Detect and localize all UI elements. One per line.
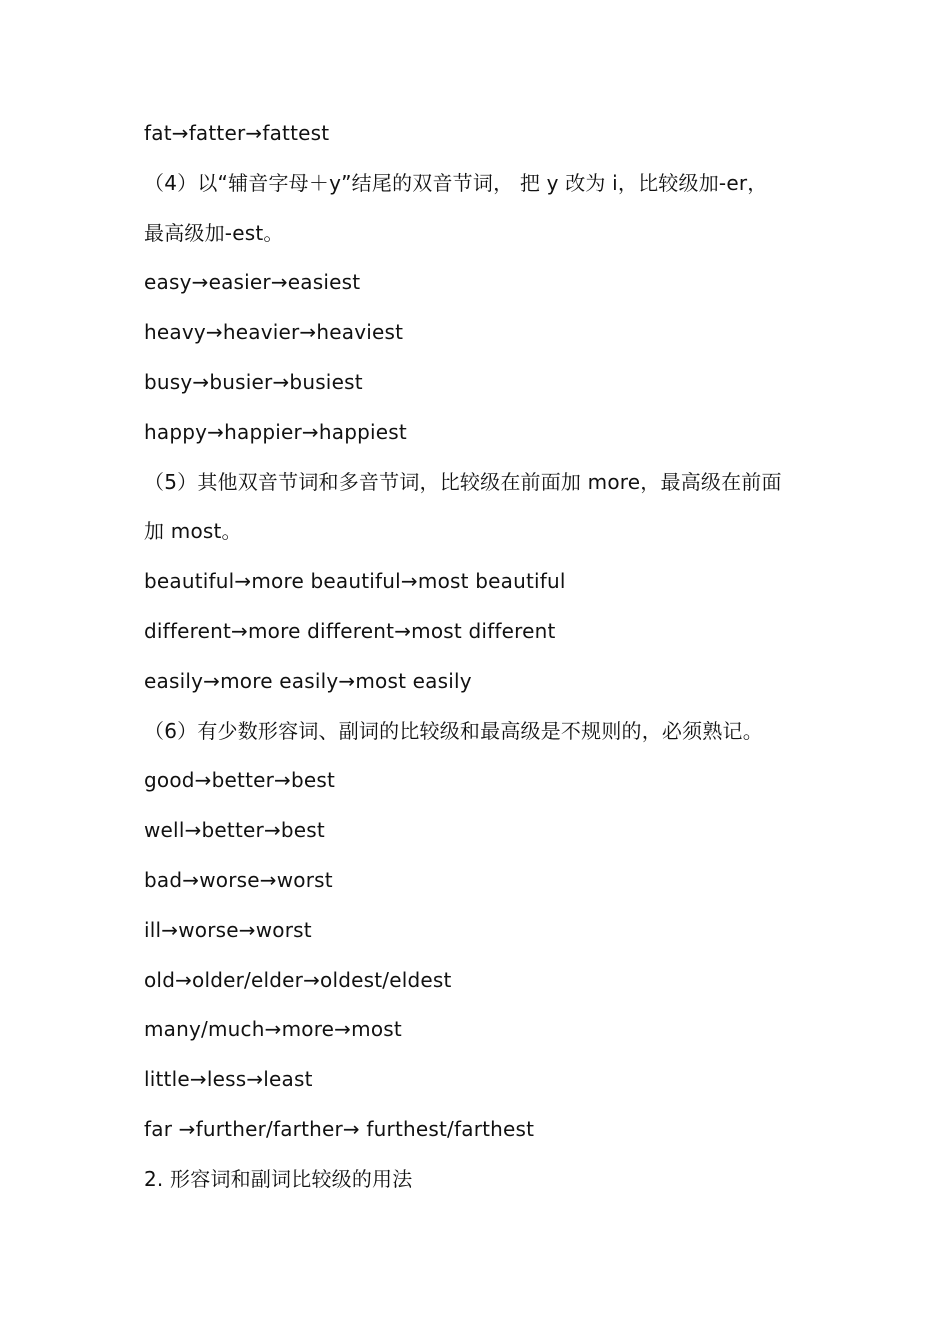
rule-4-line-1: （4）以“辅音字母＋y”结尾的双音节词， 把 y 改为 i，比较级加-er， <box>144 170 768 195</box>
example-line-good: good→better→best <box>144 768 336 793</box>
example-line-well: well→better→best <box>144 818 325 843</box>
example-line-far: far →further/farther→ furthest/farthest <box>144 1116 535 1141</box>
section-heading-2: 2. 形容词和副词比较级的用法 <box>144 1166 413 1191</box>
rule-5-line-2: 加 most。 <box>144 519 242 544</box>
rule-6-line: （6）有少数形容词、副词的比较级和最高级是不规则的，必须熟记。 <box>144 718 763 743</box>
document-body <box>144 109 824 1205</box>
example-line-bad: bad→worse→worst <box>144 867 333 892</box>
example-line-busy: busy→busier→busiest <box>144 369 363 394</box>
example-line-heavy: heavy→heavier→heaviest <box>144 320 404 345</box>
example-line-beautiful: beautiful→more beautiful→most beautiful <box>144 569 566 594</box>
example-line-easily: easily→more easily→most easily <box>144 668 472 693</box>
example-line-many-much: many/much→more→most <box>144 1017 402 1042</box>
rule-5-line-1: （5）其他双音节词和多音节词，比较级在前面加 more，最高级在前面 <box>144 469 782 494</box>
rule-4-line-2: 最高级加-est。 <box>144 220 284 245</box>
example-line-fat: fat→fatter→fattest <box>144 121 330 145</box>
example-line-old: old→older/elder→oldest/eldest <box>144 967 452 992</box>
example-line-different: different→more different→most different <box>144 618 556 643</box>
example-line-ill: ill→worse→worst <box>144 917 312 942</box>
example-line-little: little→less→least <box>144 1067 313 1092</box>
example-line-easy: easy→easier→easiest <box>144 270 361 295</box>
example-line-happy: happy→happier→happiest <box>144 419 407 444</box>
